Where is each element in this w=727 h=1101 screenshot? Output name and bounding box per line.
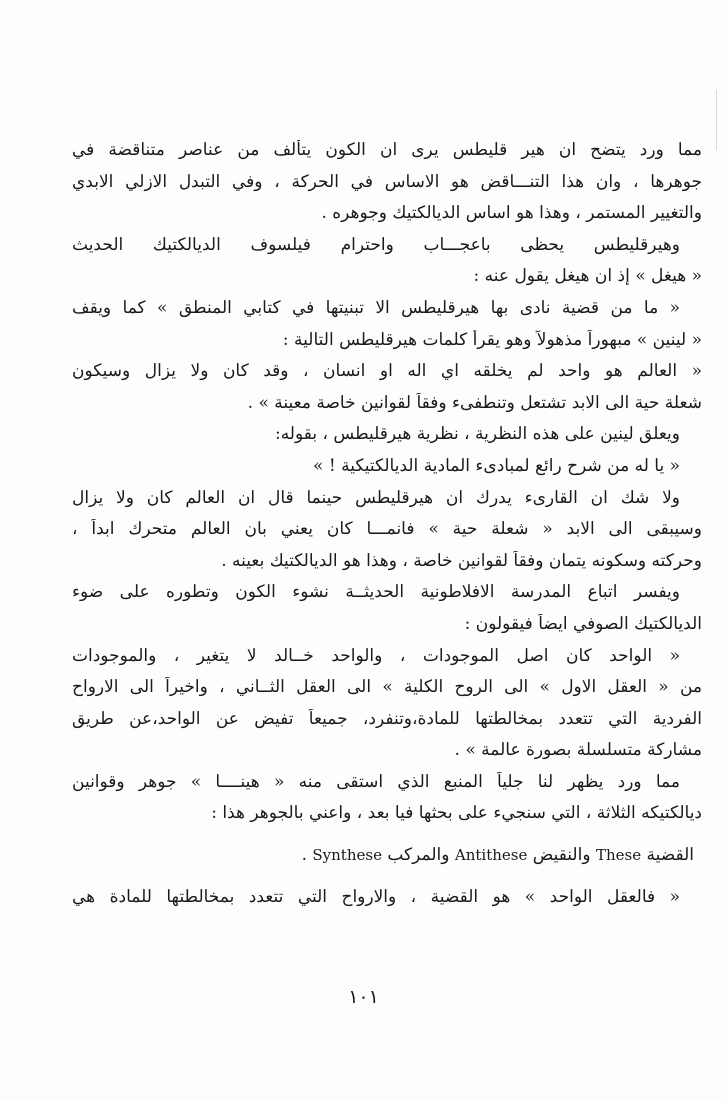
- term-synthesis-arabic: والمركب: [387, 845, 450, 866]
- text-line: مما ورد يتضح ان هير قليطس يرى ان الكون يتألف من عناصر متناقضة في: [72, 140, 702, 160]
- text-line: وسيبقى الى الابد « شعلة حية » فانمـــا كان يعني بان العالم متحرك ابداً ،: [72, 519, 702, 540]
- term-thesis-latin: These: [595, 846, 642, 865]
- term-synthesis-latin: Synthese: [312, 846, 382, 865]
- text-line: « الواحد كان اصل الموجودات ، والواحد خــالد لا يتغير ، والموجودات: [72, 645, 680, 666]
- body-text: [72, 140, 702, 918]
- text-line: ويعلق لينين على هذه النظرية ، نظرية هيرقليطس ، بقوله:: [274, 424, 680, 445]
- page-edge-mark: [716, 90, 717, 150]
- text-line: « هيغل » إذ ان هيغل يقول عنه :: [473, 266, 702, 287]
- text-line: مما ورد يظهر لنا جلياً المنبع الذي استقى منه « هينــــا » جوهر وقوانين: [72, 771, 680, 792]
- term-thesis-arabic: القضية: [646, 845, 694, 866]
- text-line: شعلة حية الى الابد تشتعل وتنطفىء وفقاً لقوانين خاصة معينة » .: [247, 392, 702, 413]
- text-line: جوهرها ، وان هذا التنـــاقض هو الاساس في الحركة ، وفي التبدل الازلي الابدي: [72, 171, 702, 192]
- page-number: ١٠١: [348, 986, 379, 1008]
- text-line: ولا شك ان القارىء يدرك ان هيرقليطس حينما قال ان العالم كان ولا يزال: [72, 487, 680, 508]
- text-line: وحركته وسكونه يتمان وفقاً لقوانين خاصة ، وهذا هو الديالكتيك بعينه .: [221, 550, 702, 571]
- term-line-end: .: [301, 845, 307, 866]
- text-line: « العالم هو واحد لم يخلقه اي اله او انسان ، وقد كان ولا يزال وسيكون: [72, 361, 702, 382]
- text-line: الفردية التي تتعدد بمخالطتها للمادة،وتنفرد، جميعاً تفيض عن الواحد،عن طريق: [72, 708, 702, 729]
- text-line: الديالكتيك الصوفي ايضاً فيقولون :: [464, 613, 702, 634]
- text-line: من « العقل الاول » الى الروح الكلية » الى العقل الثــاني ، واخيراً الى الارواح: [72, 677, 702, 698]
- text-line: « يا له من شرح رائع لمبادىء المادية الديالكتيكية ! »: [313, 455, 680, 476]
- text-line: ويفسر اتباع المدرسة الافلاطونية الحديثــة نشوء الكون وتطوره على ضوء: [72, 582, 680, 603]
- term-antithesis-latin: Antithese: [454, 846, 528, 865]
- text-line: ديالكتيكه الثلاثة ، التي سنجيء على بحثها فيا بعد ، واعني بالجوهر هذا :: [211, 803, 702, 824]
- text-line: والتغيير المستمر ، وهذا هو اساس الديالكتيك وجوهره .: [321, 203, 702, 224]
- term-antithesis-arabic: والنقيض: [532, 845, 591, 866]
- text-line: وهيرقليطس يحظى باعجـــاب واحترام فيلسوف الديالكتيك الحديث: [72, 234, 680, 255]
- text-line: مشاركة متسلسلة بصورة عالمة » .: [454, 740, 702, 761]
- text-line: « ما من قضية نادى بها هيرقليطس الا تبنيتها في كتابي المنطق » كما ويقف: [72, 297, 680, 318]
- text-line: « فالعقل الواحد » هو القضية ، والارواح التي تتعدد بمخالطتها للمادة هي: [72, 886, 680, 907]
- dialectic-terms-line: [72, 845, 702, 877]
- text-line: « لينين » مبهوراً مذهولاً وهو يقرأ كلمات هيرقليطس التالية :: [282, 329, 702, 350]
